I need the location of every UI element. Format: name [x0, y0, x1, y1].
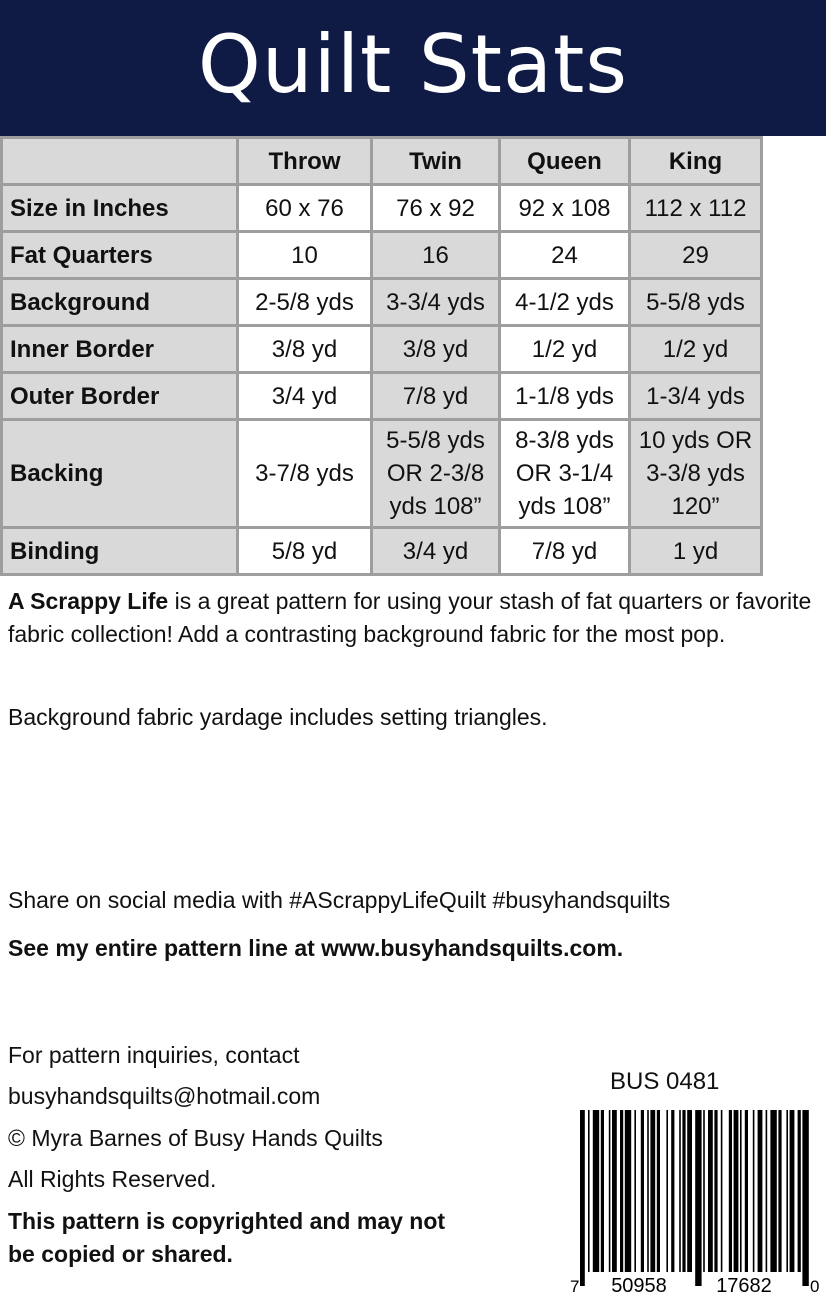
barcode-bar	[620, 1110, 623, 1272]
table-cell: 8-3/8 yds OR 3-1/4 yds 108”	[500, 420, 630, 528]
barcode-bar	[745, 1110, 748, 1272]
table-cell: 3/4 yd	[372, 528, 500, 575]
barcode-bar	[650, 1110, 655, 1272]
row-label: Backing	[2, 420, 238, 528]
barcode-bar	[766, 1110, 768, 1272]
description-paragraph	[8, 585, 818, 651]
table-cell: 3-3/4 yds	[372, 279, 500, 326]
table-row	[2, 373, 762, 420]
page-title: Quilt Stats	[197, 17, 629, 111]
barcode-bar	[721, 1110, 723, 1272]
barcode-bar	[641, 1110, 644, 1272]
barcode-bar	[609, 1110, 611, 1272]
table-cell: 1/2 yd	[630, 326, 762, 373]
table-cell: 5-5/8 yds OR 2-3/8 yds 108”	[372, 420, 500, 528]
table-cell: 60 x 76	[238, 185, 372, 232]
row-label: Inner Border	[2, 326, 238, 373]
row-label: Binding	[2, 528, 238, 575]
table-cell: 4-1/2 yds	[500, 279, 630, 326]
product-code: BUS 0481	[610, 1068, 720, 1095]
header-cell-throw: Throw	[238, 138, 372, 185]
barcode-bar	[740, 1110, 742, 1272]
table-cell: 10 yds OR 3-3/8 yds 120”	[630, 420, 762, 528]
table-row	[2, 232, 762, 279]
table-cell: 24	[500, 232, 630, 279]
barcode-bar	[714, 1110, 717, 1272]
barcode-bar	[666, 1110, 668, 1272]
table-cell: 29	[630, 232, 762, 279]
table-cell: 1-1/8 yds	[500, 373, 630, 420]
barcode-bar	[729, 1110, 732, 1272]
barcode-bar	[580, 1110, 585, 1286]
barcode-bar	[703, 1110, 705, 1272]
table-cell: 76 x 92	[372, 185, 500, 232]
barcode-bar	[671, 1110, 674, 1272]
rights-text: All Rights Reserved.	[8, 1166, 217, 1192]
table-cell: 3/4 yd	[238, 373, 372, 420]
copyright-notice: This pattern is copyrighted and may not be copied or shared.	[8, 1208, 446, 1267]
header-cell-empty	[2, 138, 238, 185]
barcode-left-digits: 50958	[611, 1275, 667, 1297]
table-row	[2, 279, 762, 326]
table-cell: 1-3/4 yds	[630, 373, 762, 420]
barcode-bar	[734, 1110, 739, 1272]
barcode-bar	[612, 1110, 617, 1272]
table-row	[2, 528, 762, 575]
barcode-bar	[786, 1110, 788, 1272]
barcode-bar	[679, 1110, 681, 1272]
barcode-bar	[657, 1110, 660, 1272]
barcode-bar	[770, 1110, 776, 1272]
barcode-bar	[593, 1110, 599, 1272]
inquiries-text: For pattern inquiries, contact	[8, 1042, 300, 1068]
copyright-text: © Myra Barnes of Busy Hands Quilts	[8, 1125, 383, 1151]
barcode-bar	[634, 1110, 636, 1272]
table-cell: 2-5/8 yds	[238, 279, 372, 326]
barcode-icon	[566, 1108, 826, 1300]
table-cell: 3-7/8 yds	[238, 420, 372, 528]
background-note: Background fabric yardage includes setting triangles.	[8, 704, 548, 730]
table-cell: 10	[238, 232, 372, 279]
header-cell-twin: Twin	[372, 138, 500, 185]
barcode-bar	[695, 1110, 701, 1286]
barcode-right-digits: 17682	[716, 1275, 772, 1297]
table-cell: 112 x 112	[630, 185, 762, 232]
row-label: Outer Border	[2, 373, 238, 420]
table-cell: 7/8 yd	[372, 373, 500, 420]
barcode-bar	[758, 1110, 763, 1272]
pattern-line-text: See my entire pattern line at www.busyhandsquilts.com.	[8, 935, 624, 961]
header-cell-queen: Queen	[500, 138, 630, 185]
quilt-stats-table	[0, 136, 763, 576]
table-cell: 3/8 yd	[238, 326, 372, 373]
barcode-bar	[682, 1110, 685, 1272]
barcode-bar	[588, 1110, 590, 1272]
barcode-bar	[687, 1110, 692, 1272]
barcode-bar	[647, 1110, 649, 1272]
header-cell-king: King	[630, 138, 762, 185]
row-label: Size in Inches	[2, 185, 238, 232]
table-cell: 1 yd	[630, 528, 762, 575]
table-cell: 7/8 yd	[500, 528, 630, 575]
barcode-bar	[798, 1110, 801, 1272]
table-cell: 5-5/8 yds	[630, 279, 762, 326]
barcode-bar	[601, 1110, 604, 1272]
table-header-row	[2, 138, 762, 185]
barcode-bar	[708, 1110, 713, 1272]
pattern-name: A Scrappy Life	[8, 588, 169, 614]
barcode-bar	[753, 1110, 755, 1272]
social-share-text: Share on social media with #AScrappyLifeQuilt #busyhandsquilts	[8, 887, 671, 913]
barcode-last-digit: 0	[810, 1277, 820, 1296]
table-row	[2, 420, 762, 528]
header-banner	[0, 0, 826, 136]
barcode-bar	[778, 1110, 781, 1272]
row-label: Fat Quarters	[2, 232, 238, 279]
table-cell: 1/2 yd	[500, 326, 630, 373]
table-cell: 3/8 yd	[372, 326, 500, 373]
table-cell: 5/8 yd	[238, 528, 372, 575]
barcode-bar	[625, 1110, 631, 1272]
contact-email: busyhandsquilts@hotmail.com	[8, 1083, 321, 1109]
row-label: Background	[2, 279, 238, 326]
barcode-first-digit: 7	[570, 1277, 580, 1296]
barcode-bar	[802, 1110, 808, 1286]
table-cell: 92 x 108	[500, 185, 630, 232]
table-row	[2, 326, 762, 373]
barcode-bar	[790, 1110, 795, 1272]
table-cell: 16	[372, 232, 500, 279]
description-text: is a great pattern for using your stash of fat quarters or favorite fabric collection! Add a contrasting background fabric for the most pop.	[8, 588, 812, 647]
table-row	[2, 185, 762, 232]
